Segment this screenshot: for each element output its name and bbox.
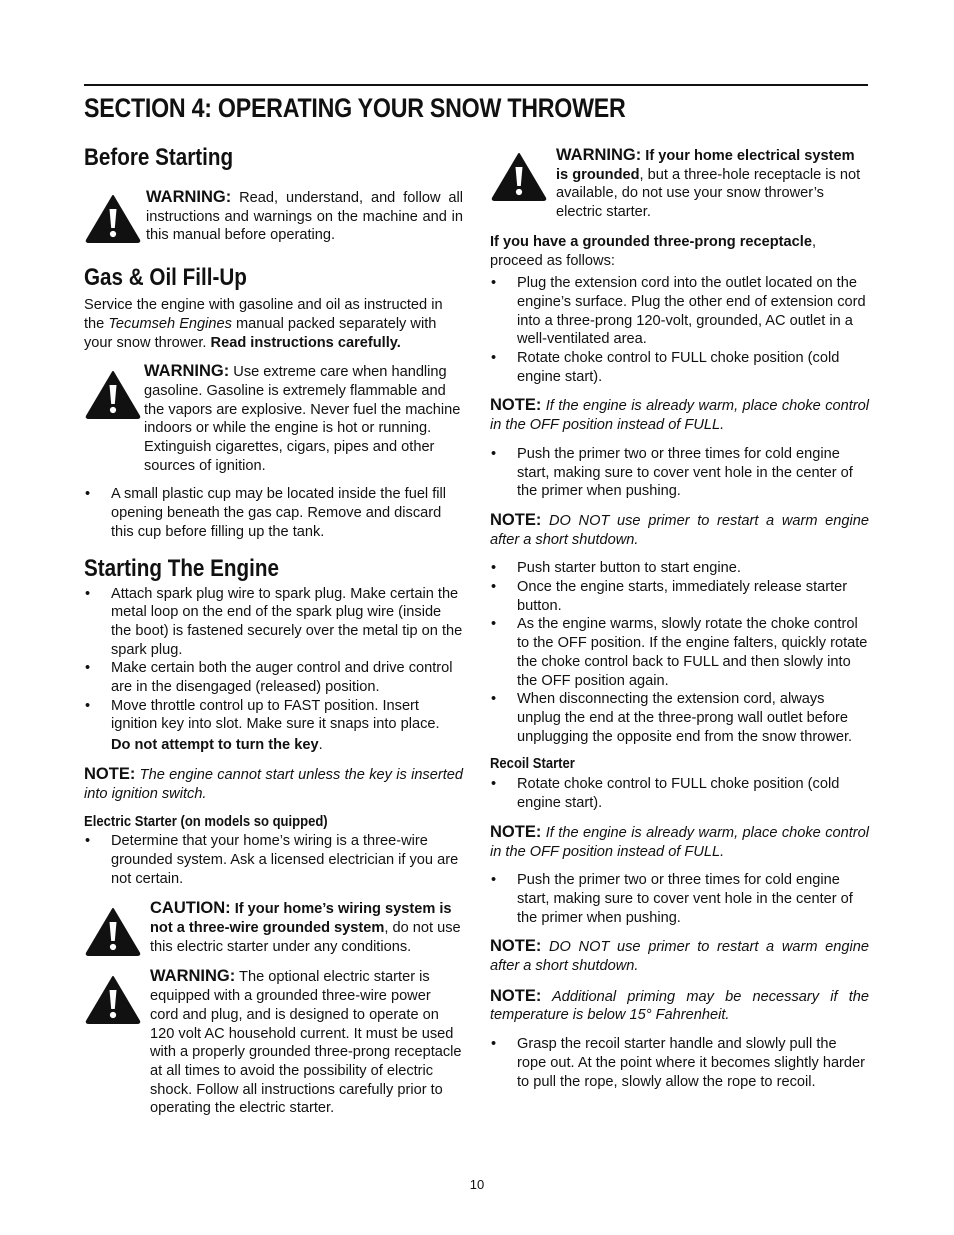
heading-starting-engine: Starting The Engine bbox=[84, 554, 279, 582]
warning-text: The optional electric starter is equipped with a grounded three-wire power cord and plug, and is designed to operate on 120 volt AC household current. It must be used with a properly grounded three-prong receptacle at all times to avoid the possibility of electric shock. Follow all instructions carefully prior to operating the electric starter. bbox=[150, 969, 462, 1117]
warning-grounded bbox=[490, 146, 869, 222]
caution-wiring-text bbox=[142, 899, 463, 956]
intro-text-2: manual packed separately with your snow thrower. bbox=[84, 315, 437, 351]
note-text: Additional priming may be necessary if the temperature is below 15° Fahrenheit. bbox=[490, 988, 869, 1024]
grounded-text: , proceed as follows: bbox=[490, 233, 817, 269]
list-item: • As the engine warms, slowly rotate the choke control to the OFF position. If the engine falters, quickly rotate the choke control back to FULL and then slowly into the OFF position again. bbox=[490, 615, 869, 690]
intro-text: Service the engine with gasoline and oil as instructed in the bbox=[84, 297, 443, 332]
warning-gasoline-text bbox=[142, 362, 463, 475]
warning-triangle-icon bbox=[490, 152, 548, 202]
bullets-primer-2 bbox=[490, 871, 869, 927]
note-text: If the engine is already warm, place choke control in the OFF position instead of FULL. bbox=[490, 398, 869, 434]
warning-electric-text bbox=[142, 967, 463, 1118]
note-label: NOTE: bbox=[490, 986, 542, 1005]
note-ignition bbox=[84, 765, 463, 803]
list-item: • Determine that your home’s wiring is a three-wire grounded system. Ask a licensed electrician if you are not certain. bbox=[84, 832, 463, 888]
bold-line: Do not attempt to turn the key bbox=[111, 737, 319, 754]
bullets-recoil-pull bbox=[490, 1035, 869, 1091]
note-label: NOTE: bbox=[490, 396, 542, 415]
bold-line-end: . bbox=[318, 737, 323, 754]
gas-oil-intro bbox=[84, 296, 463, 352]
list-item: • Push starter button to start engine. bbox=[490, 559, 869, 578]
bullets-start bbox=[490, 559, 869, 746]
left-column bbox=[84, 140, 463, 1118]
warning-before-starting-text bbox=[142, 188, 463, 245]
list-item: • When disconnecting the extension cord, always unplug the end at the three-prong wall outlet before unplugging the opposite end from the snow thrower. bbox=[490, 690, 869, 746]
note-label: NOTE: bbox=[490, 937, 542, 956]
note-text: If the engine is already warm, place choke control in the OFF position instead of FULL. bbox=[490, 824, 869, 860]
caution-bold: If your home’s wiring system is not a three-wire grounded system bbox=[150, 901, 452, 937]
note-label: NOTE: bbox=[490, 510, 542, 529]
bullets-primer bbox=[490, 445, 869, 501]
key-warning-line bbox=[84, 736, 463, 755]
warning-triangle-icon bbox=[84, 194, 142, 244]
gas-oil-bullets bbox=[84, 485, 463, 541]
list-item: • Rotate choke control to FULL choke position (cold engine start). bbox=[490, 349, 869, 386]
note-additional-priming bbox=[490, 987, 869, 1025]
warning-text: , but a three-hole receptacle is not available, do not use your snow thrower’s electric starter. bbox=[556, 166, 861, 221]
header-rule bbox=[84, 84, 868, 86]
warning-electric bbox=[84, 967, 463, 1118]
note-label: NOTE: bbox=[490, 822, 542, 841]
grounded-bold: If you have a grounded three-prong receptacle bbox=[490, 233, 812, 250]
heading-electric-starter bbox=[84, 813, 425, 831]
note-choke-warm-2 bbox=[490, 823, 869, 861]
intro-italic: Tecumseh Engines bbox=[108, 315, 232, 332]
warning-bold: If your home electrical system is grounded bbox=[556, 148, 855, 183]
warning-text: Use extreme care when handling gasoline. Gasoline is extremely flammable and the vapors are explosive. Never fuel the machine indoors or while the engine is hot or running. Extinguish cigarettes, cigars, pipes and other sources of ignition. bbox=[144, 364, 461, 474]
warning-label: WARNING: bbox=[144, 362, 230, 381]
heading-before-starting: Before Starting bbox=[84, 144, 234, 171]
caution-wiring bbox=[84, 899, 463, 957]
heading-electric-b: (on models so quipped) bbox=[176, 814, 328, 831]
note-no-primer-2 bbox=[490, 937, 869, 975]
list-item: • Make certain both the auger control and drive control are in the disengaged (released) position. bbox=[84, 659, 463, 696]
warning-before-starting bbox=[84, 188, 463, 245]
heading-recoil-starter: Recoil Starter bbox=[490, 756, 575, 773]
warning-triangle-icon bbox=[84, 370, 142, 420]
note-no-primer bbox=[490, 511, 869, 549]
warning-grounded-text bbox=[548, 146, 869, 222]
list-item: • Push the primer two or three times for cold engine start, making sure to cover vent hole in the center of the primer when pushing. bbox=[490, 871, 869, 927]
starting-bullets bbox=[84, 585, 463, 735]
electric-bullets bbox=[84, 832, 463, 888]
note-label: NOTE: bbox=[84, 764, 136, 783]
caution-text: , do not use this electric starter under any conditions. bbox=[150, 920, 461, 955]
warning-triangle-icon bbox=[84, 975, 142, 1025]
bullets-recoil-choke bbox=[490, 775, 869, 812]
warning-gasoline bbox=[84, 362, 463, 475]
warning-label: WARNING: bbox=[150, 967, 236, 986]
warning-text: Read, understand, and follow all instructions and warnings on the machine and in this manual before operating. bbox=[146, 190, 463, 244]
heading-gas-oil: Gas & Oil Fill-Up bbox=[84, 264, 247, 292]
page-title: SECTION 4: OPERATING YOUR SNOW THROWER bbox=[84, 93, 626, 123]
warning-label: WARNING: bbox=[146, 188, 232, 206]
list-item: • Grasp the recoil starter handle and slowly pull the rope out. At the point where it becomes slightly harder to pull the rope, slowly allow the rope to recoil. bbox=[490, 1035, 869, 1091]
page-number: 10 bbox=[469, 1177, 485, 1192]
list-item: • Push the primer two or three times for cold engine start, making sure to cover vent hole in the center of the primer when pushing. bbox=[490, 445, 869, 501]
list-item: • Move throttle control up to FAST position. Insert ignition key into slot. Make sure it snaps into place. bbox=[84, 697, 463, 734]
list-item: • Attach spark plug wire to spark plug. Make certain the metal loop on the end of the spark plug wire (inside the boot) is fastened securely over the metal tip on the spark plug. bbox=[84, 585, 463, 660]
note-choke-warm bbox=[490, 396, 869, 434]
heading-electric-a: Electric Starter bbox=[84, 814, 177, 831]
list-item: • Once the engine starts, immediately release starter button. bbox=[490, 578, 869, 615]
bullets-plug bbox=[490, 274, 869, 386]
list-item: • A small plastic cup may be located inside the fuel fill opening beneath the gas cap. Remove and discard this cup before filling up the tank. bbox=[84, 485, 463, 541]
intro-bold: Read instructions carefully. bbox=[210, 334, 401, 351]
list-item: • Rotate choke control to FULL choke position (cold engine start). bbox=[490, 775, 869, 812]
note-text: DO NOT use primer to restart a warm engine after a short shutdown. bbox=[490, 939, 869, 975]
note-text: DO NOT use primer to restart a warm engine after a short shutdown. bbox=[490, 512, 869, 548]
caution-label: CAUTION: bbox=[150, 899, 231, 918]
warning-triangle-icon bbox=[84, 907, 142, 957]
note-text: The engine cannot start unless the key is inserted into ignition switch. bbox=[84, 766, 463, 802]
list-item: • Plug the extension cord into the outlet located on the engine’s surface. Plug the other end of extension cord into a three-prong 120-volt, grounded, AC outlet in a well-ventilated area. bbox=[490, 274, 869, 349]
warning-label: WARNING: bbox=[556, 146, 642, 164]
grounded-intro bbox=[490, 233, 869, 270]
right-column bbox=[490, 146, 869, 1091]
